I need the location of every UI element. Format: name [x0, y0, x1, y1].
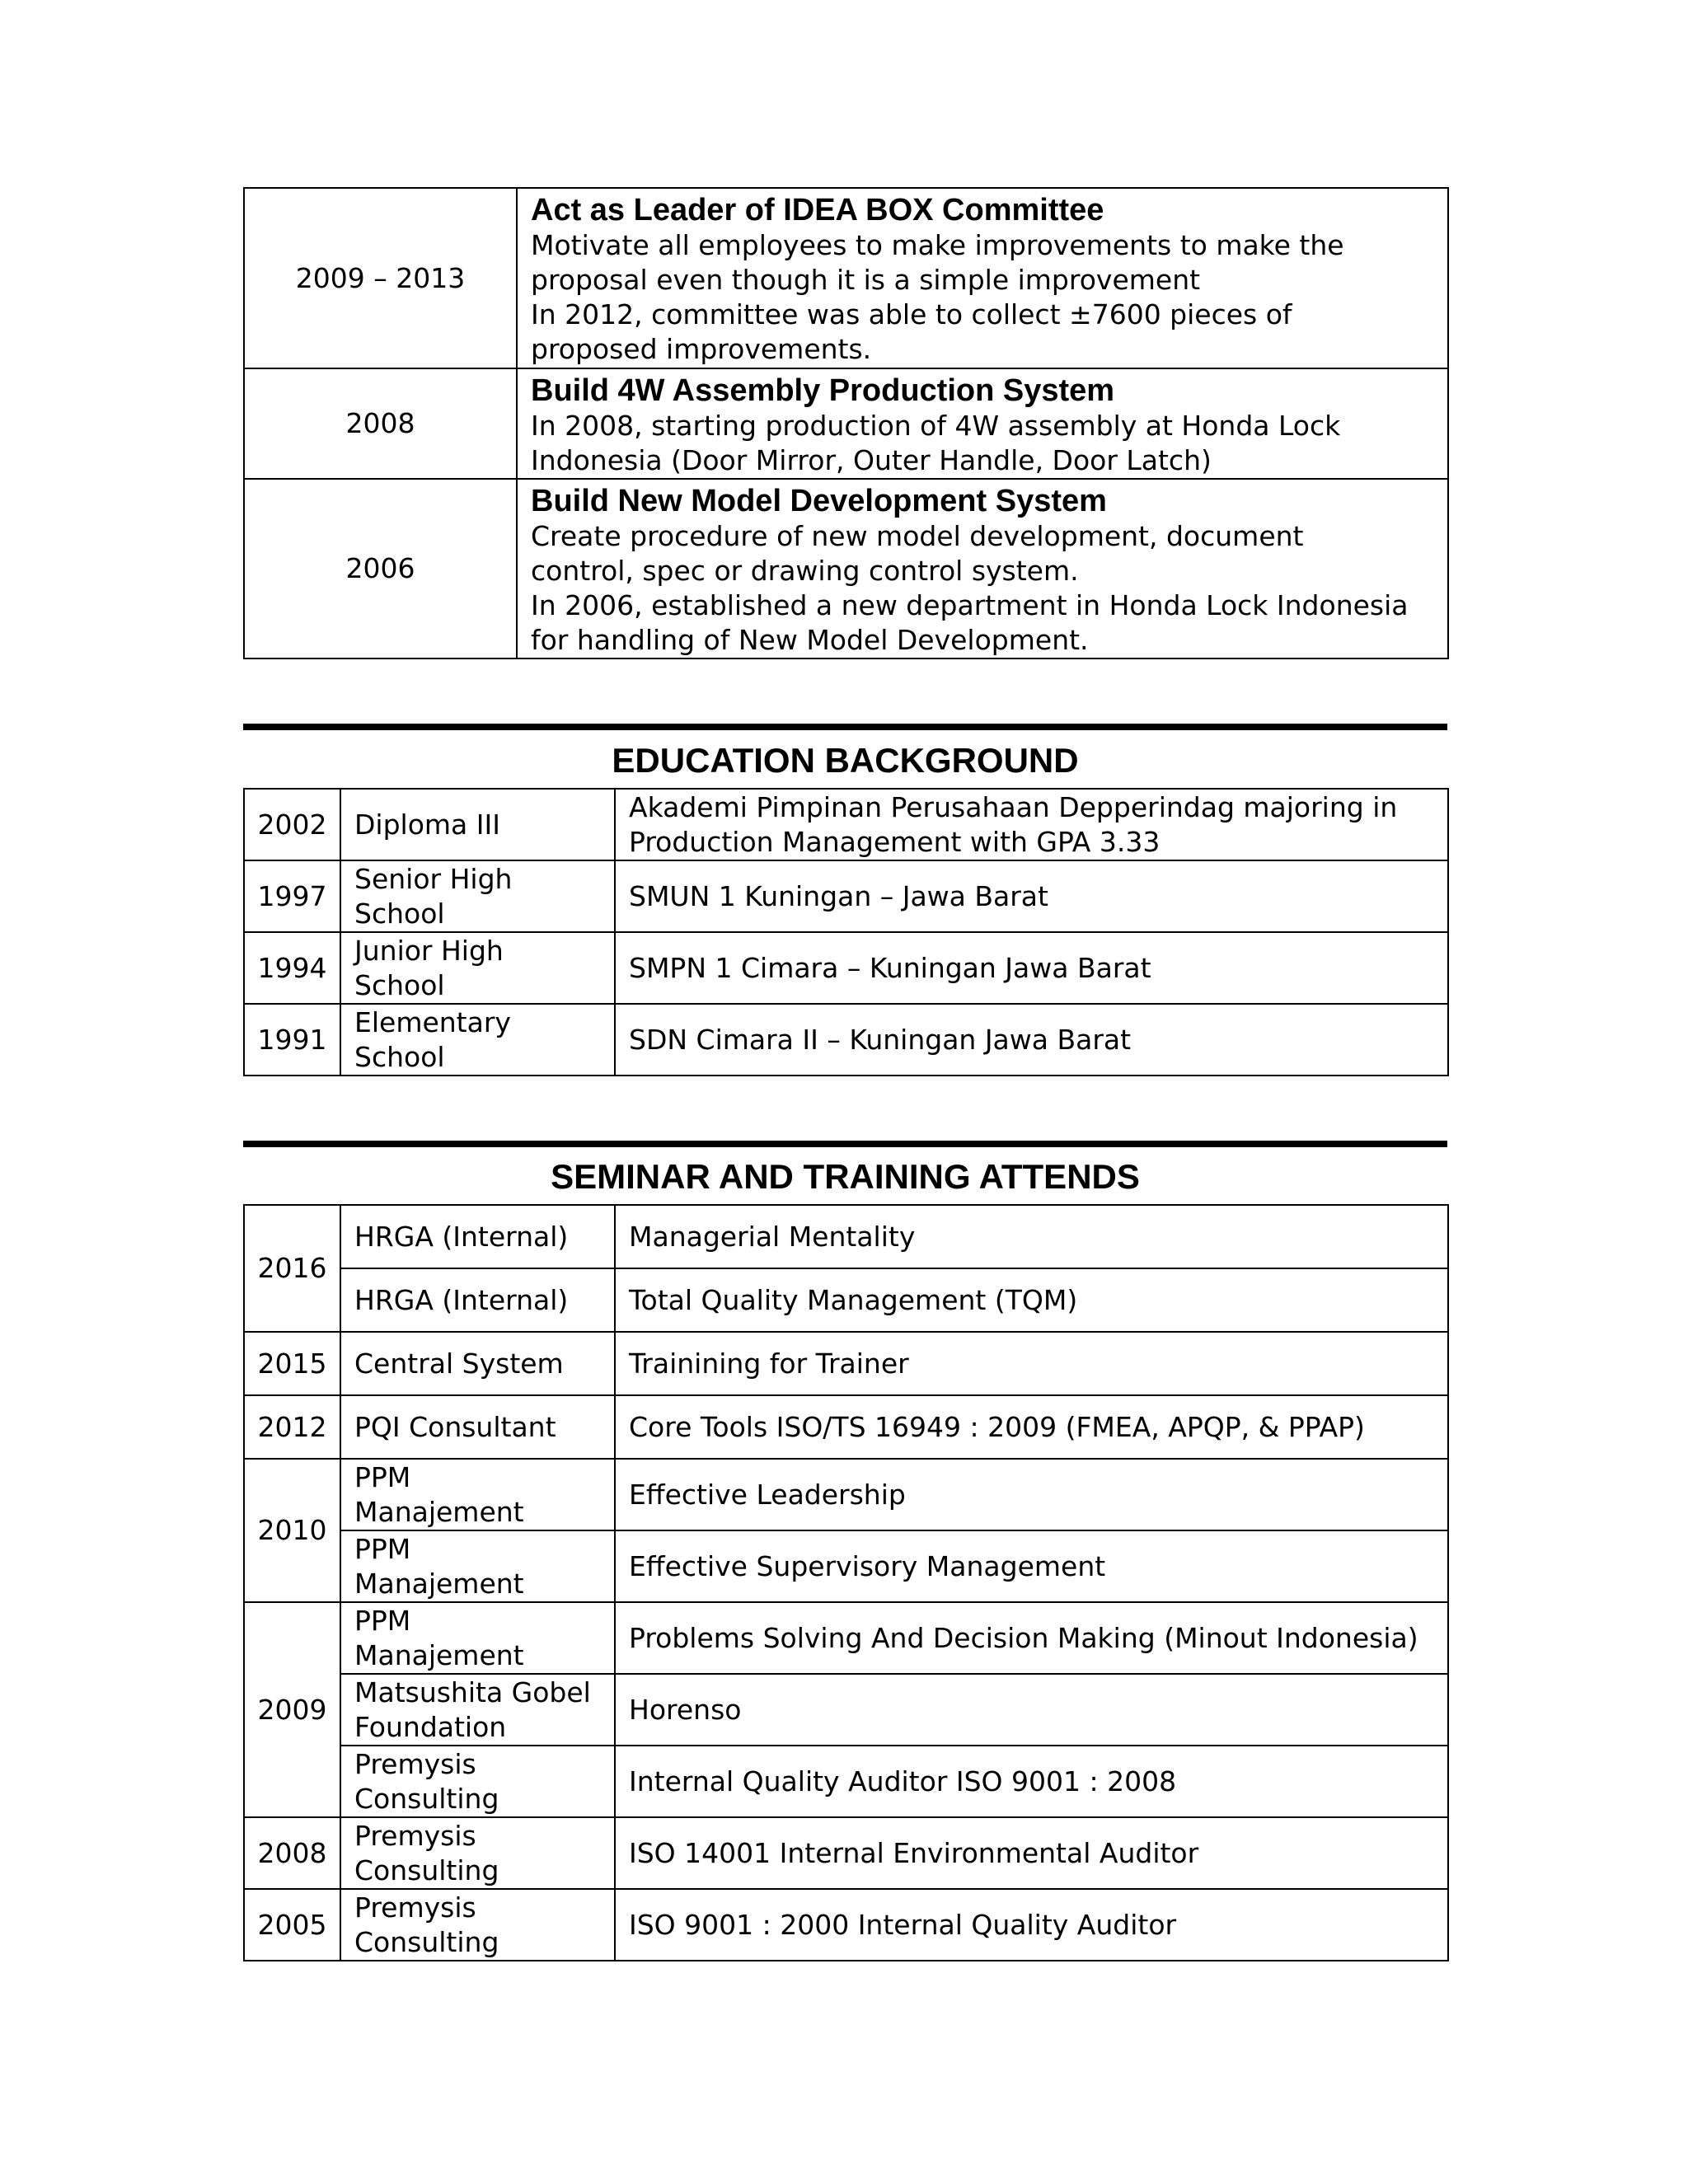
- training-provider-line: Premysis: [354, 1891, 476, 1924]
- education-school: [615, 1004, 1448, 1076]
- experience-row: [244, 479, 1448, 658]
- experience-line: proposed improvements.: [531, 333, 872, 365]
- training-provider-line: HRGA (Internal): [354, 1220, 569, 1253]
- education-level-line: Diploma III: [354, 808, 500, 841]
- education-level-line: School: [354, 968, 445, 1001]
- training-provider-line: PPM: [354, 1460, 411, 1493]
- experience-line: In 2012, committee was able to collect ±7600 pieces of: [531, 298, 1292, 330]
- training-provider-line: PPM: [354, 1532, 411, 1565]
- experience-line: Motivate all employees to make improvements to make the: [531, 229, 1344, 261]
- training-course: Core Tools ISO/TS 16949 : 2009 (FMEA, APQP, & PPAP): [615, 1395, 1448, 1459]
- education-school: [615, 932, 1448, 1004]
- training-year: 2008: [244, 1817, 340, 1889]
- training-course: Horenso: [615, 1674, 1448, 1746]
- education-row: [244, 860, 1448, 932]
- experience-line: Indonesia (Door Mirror, Outer Handle, Door Latch): [531, 444, 1212, 476]
- education-level: [340, 860, 615, 932]
- training-table: [243, 1204, 1449, 1961]
- training-course: Internal Quality Auditor ISO 9001 : 2008: [615, 1746, 1448, 1817]
- section-divider: [243, 1141, 1447, 1147]
- training-course: Problems Solving And Decision Making (Minout Indonesia): [615, 1602, 1448, 1674]
- experience-year: 2006: [244, 479, 517, 658]
- training-provider: [340, 1205, 615, 1268]
- training-year: 2010: [244, 1459, 340, 1602]
- education-level-line: School: [354, 897, 445, 930]
- training-year: 2005: [244, 1889, 340, 1961]
- experience-title: Build 4W Assembly Production System: [531, 373, 1115, 408]
- training-course: ISO 9001 : 2000 Internal Quality Auditor: [615, 1889, 1448, 1961]
- education-heading: EDUCATION BACKGROUND: [612, 741, 1079, 780]
- section-divider: [243, 724, 1447, 730]
- experience-title: Act as Leader of IDEA BOX Committee: [531, 193, 1104, 227]
- training-provider: [340, 1332, 615, 1395]
- training-provider-line: Matsushita Gobel: [354, 1675, 591, 1708]
- experience-table: [243, 187, 1449, 659]
- training-course: Effective Supervisory Management: [615, 1530, 1448, 1602]
- education-school: [615, 860, 1448, 932]
- training-row: [244, 1674, 1448, 1746]
- training-provider: [340, 1889, 615, 1961]
- training-provider: [340, 1268, 615, 1332]
- education-school-line: Akademi Pimpinan Perusahaan Depperindag majoring in: [629, 790, 1398, 823]
- experience-line: In 2008, starting production of 4W assembly at Honda Lock: [531, 410, 1341, 442]
- education-level: [340, 932, 615, 1004]
- experience-row: [244, 188, 1448, 368]
- training-provider-line: Consulting: [354, 1854, 499, 1886]
- training-row: [244, 1817, 1448, 1889]
- training-row: [244, 1602, 1448, 1674]
- training-provider-line: Manajement: [354, 1495, 524, 1528]
- experience-line: Create procedure of new model development, document: [531, 520, 1304, 552]
- training-row: [244, 1889, 1448, 1961]
- experience-title: Build New Model Development System: [531, 484, 1107, 518]
- training-heading: SEMINAR AND TRAINING ATTENDS: [551, 1157, 1140, 1196]
- training-course: Managerial Mentality: [615, 1205, 1448, 1268]
- training-course: Total Quality Management (TQM): [615, 1268, 1448, 1332]
- training-provider: [340, 1395, 615, 1459]
- training-provider-line: PQI Consultant: [354, 1410, 556, 1443]
- education-level-line: Senior High: [354, 862, 513, 895]
- experience-year: 2009 – 2013: [244, 188, 517, 368]
- experience-item: [517, 368, 1448, 479]
- training-provider: [340, 1459, 615, 1530]
- experience-line: proposal even though it is a simple improvement: [531, 264, 1201, 296]
- training-provider-line: Manajement: [354, 1567, 524, 1600]
- education-year: 1991: [244, 1004, 340, 1076]
- training-provider-line: Consulting: [354, 1782, 499, 1815]
- training-year: 2009: [244, 1602, 340, 1817]
- training-row: [244, 1746, 1448, 1817]
- education-school-line: SMPN 1 Cimara – Kuningan Jawa Barat: [629, 951, 1151, 984]
- experience-line: for handling of New Model Development.: [531, 624, 1089, 656]
- training-row: [244, 1268, 1448, 1332]
- education-level-line: Junior High: [354, 934, 504, 967]
- training-provider: [340, 1602, 615, 1674]
- training-year: 2016: [244, 1205, 340, 1332]
- training-provider: [340, 1817, 615, 1889]
- education-level-line: School: [354, 1040, 445, 1073]
- training-row: [244, 1332, 1448, 1395]
- education-school: [615, 789, 1448, 860]
- training-provider-line: Premysis: [354, 1819, 476, 1852]
- experience-row: [244, 368, 1448, 479]
- training-provider: [340, 1530, 615, 1602]
- education-row: [244, 1004, 1448, 1076]
- training-provider-line: Foundation: [354, 1710, 507, 1743]
- education-year: 2002: [244, 789, 340, 860]
- training-year: 2012: [244, 1395, 340, 1459]
- training-provider: [340, 1674, 615, 1746]
- training-provider: [340, 1746, 615, 1817]
- education-year: 1997: [244, 860, 340, 932]
- training-provider-line: Consulting: [354, 1925, 499, 1958]
- education-level: [340, 789, 615, 860]
- training-provider-line: Central System: [354, 1347, 564, 1380]
- education-row: [244, 789, 1448, 860]
- education-level-line: Elementary: [354, 1005, 511, 1038]
- education-row: [244, 932, 1448, 1004]
- training-provider-line: Premysis: [354, 1747, 476, 1780]
- training-row: [244, 1459, 1448, 1530]
- training-provider-line: HRGA (Internal): [354, 1283, 569, 1316]
- training-row: [244, 1530, 1448, 1602]
- education-school-line: SMUN 1 Kuningan – Jawa Barat: [629, 879, 1048, 912]
- education-school-line: Production Management with GPA 3.33: [629, 825, 1160, 858]
- training-course: Effective Leadership: [615, 1459, 1448, 1530]
- experience-item: [517, 479, 1448, 658]
- training-provider-line: Manajement: [354, 1638, 524, 1671]
- training-course: ISO 14001 Internal Environmental Auditor: [615, 1817, 1448, 1889]
- education-school-line: SDN Cimara II – Kuningan Jawa Barat: [629, 1023, 1132, 1056]
- training-row: [244, 1205, 1448, 1268]
- experience-line: In 2006, established a new department in Honda Lock Indonesia: [531, 589, 1409, 621]
- experience-year: 2008: [244, 368, 517, 479]
- experience-item: [517, 188, 1448, 368]
- education-year: 1994: [244, 932, 340, 1004]
- training-course: Trainining for Trainer: [615, 1332, 1448, 1395]
- experience-line: control, spec or drawing control system.: [531, 555, 1079, 587]
- education-level: [340, 1004, 615, 1076]
- training-row: [244, 1395, 1448, 1459]
- training-provider-line: PPM: [354, 1604, 411, 1637]
- training-year: 2015: [244, 1332, 340, 1395]
- education-table: [243, 788, 1449, 1076]
